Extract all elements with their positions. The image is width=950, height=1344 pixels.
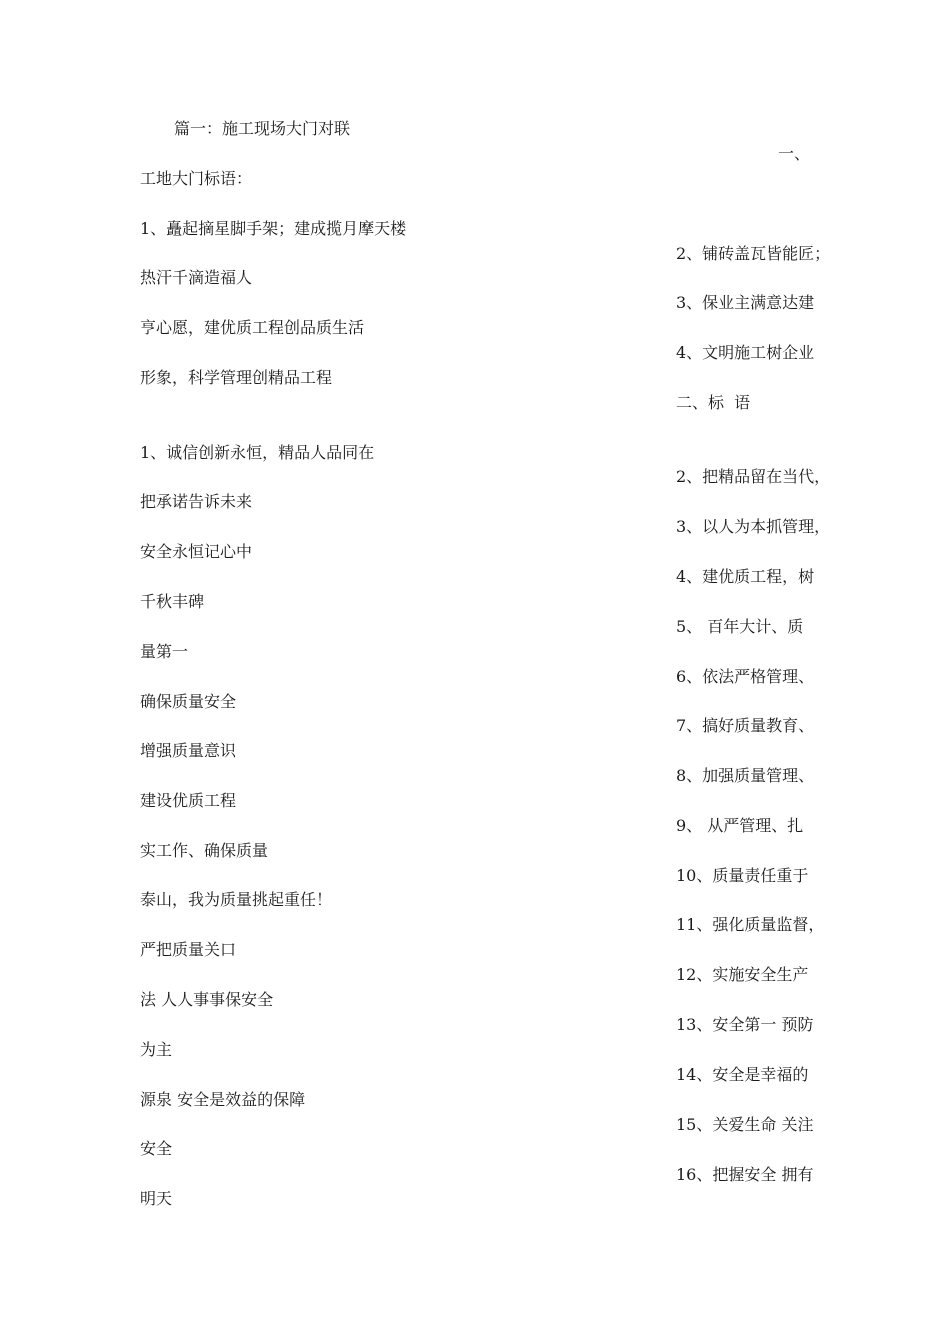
- right-line: 11、强化质量监督，: [676, 915, 825, 934]
- left-line: 确保质量安全: [140, 692, 237, 711]
- left-line: 1、诚信创新永恒，精品人品同在: [140, 443, 375, 462]
- left-line: 安全: [140, 1139, 173, 1158]
- right-line: 4、文明施工树企业: [676, 343, 815, 362]
- section-heading-two: 二、标 语: [676, 393, 751, 412]
- right-line: 16、把握安全 拥有: [676, 1165, 814, 1184]
- right-line: 13、安全第一 预防: [676, 1015, 814, 1034]
- right-line: 4、建优质工程，树: [676, 567, 815, 586]
- right-line: 9、 从严管理、扎: [676, 816, 804, 835]
- left-line: 严把质量关口: [140, 940, 237, 959]
- left-line: 工地大门标语：: [140, 169, 253, 188]
- left-line: 源泉 安全是效益的保障: [140, 1090, 306, 1109]
- left-line: 增强质量意识: [140, 741, 237, 760]
- left-line: 1、矗起摘星脚手架；建成揽月摩天楼: [140, 219, 407, 238]
- left-line: 形象，科学管理创精品工程: [140, 368, 333, 387]
- right-line: 3、保业主满意达建: [676, 293, 815, 312]
- left-line: 量第一: [140, 642, 189, 661]
- left-line: 法 人人事事保安全: [140, 990, 274, 1009]
- right-line: 2、把精品留在当代，: [676, 467, 831, 486]
- left-line: 热汗千滴造福人: [140, 268, 253, 287]
- right-line: 5、 百年大计、质: [676, 617, 804, 636]
- left-line: 为主: [140, 1040, 173, 1059]
- left-line: 建设优质工程: [140, 791, 237, 810]
- left-line: 千秋丰碑: [140, 592, 205, 611]
- right-line: 7、搞好质量教育、: [676, 716, 815, 735]
- left-line: 实工作、确保质量: [140, 841, 269, 860]
- left-line: 把承诺告诉未来: [140, 492, 253, 511]
- left-line: 亨心愿，建优质工程创品质生活: [140, 318, 365, 337]
- section-heading-one: 一、: [778, 144, 811, 163]
- left-line: 明天: [140, 1189, 173, 1208]
- right-line: 8、加强质量管理、: [676, 766, 815, 785]
- right-line: 12、实施安全生产: [676, 965, 809, 984]
- right-line: 2、铺砖盖瓦皆能匠；: [676, 244, 831, 263]
- right-line: 6、依法严格管理、: [676, 667, 815, 686]
- right-line: 3、以人为本抓管理，: [676, 517, 831, 536]
- right-line: 15、关爱生命 关注: [676, 1115, 814, 1134]
- right-line: 10、质量责任重于: [676, 866, 809, 885]
- left-line: 泰山，我为质量挑起重任！: [140, 890, 333, 909]
- left-line: 安全永恒记心中: [140, 542, 253, 561]
- document-title: 篇一：施工现场大门对联: [174, 119, 351, 138]
- right-line: 14、安全是幸福的: [676, 1065, 809, 1084]
